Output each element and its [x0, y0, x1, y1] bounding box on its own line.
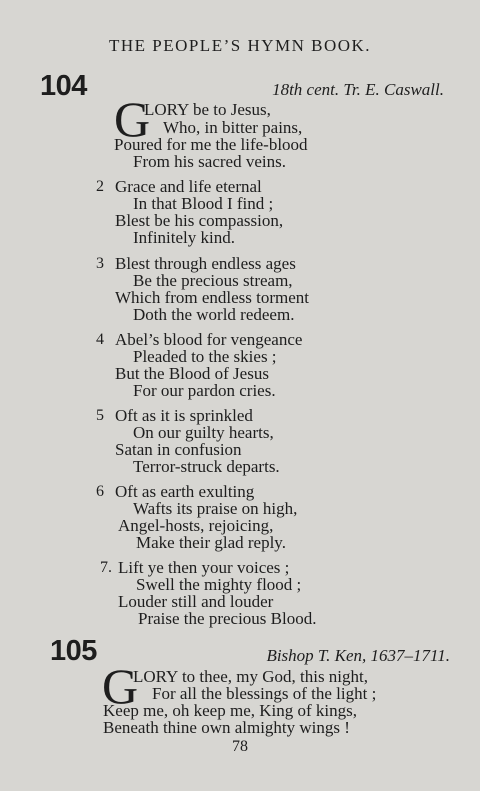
verse-line: But the Blood of Jesus — [115, 364, 269, 383]
verse-line: From his sacred veins. — [133, 152, 286, 171]
verse-line: Oft as it is sprinkled — [115, 406, 253, 425]
hymn-attribution-104: 18th cent. Tr. E. Caswall. — [272, 80, 444, 99]
verse-line: Which from endless torment — [115, 288, 310, 307]
running-head: THE PEOPLE’S HYMN BOOK. — [108, 36, 372, 55]
verse-number: 4 — [96, 331, 104, 348]
verse-line: Make their glad reply. — [136, 533, 286, 552]
verse-line: Louder still and louder — [118, 592, 274, 611]
verse-line: On our guilty hearts, — [133, 423, 274, 442]
verse-number: 6 — [96, 483, 104, 500]
drop-cap-105: G — [102, 658, 139, 714]
verse-line: Oft as earth exulting — [115, 482, 255, 501]
hymn-number-104: 104 — [40, 70, 87, 102]
verse-line: Lift ye then your voices ; — [118, 558, 290, 577]
verse-line: Infinitely kind. — [133, 228, 235, 247]
verse-line: In that Blood I find ; — [133, 194, 274, 213]
verse-line: Swell the mighty flood ; — [136, 575, 302, 594]
hymn-number-105: 105 — [50, 635, 97, 667]
hymn-attribution-105: Bishop T. Ken, 1637–1711. — [266, 646, 450, 665]
verse-line: Keep me, oh keep me, King of kings, — [103, 701, 357, 720]
verse-number: 2 — [96, 178, 104, 195]
verse-line: Beneath thine own almighty wings ! — [103, 718, 350, 737]
verse-line: Who, in bitter pains, — [163, 118, 303, 137]
drop-cap-104: G — [114, 91, 151, 147]
verse-line: Poured for me the life-blood — [114, 135, 308, 154]
verse-line: LORY be to Jesus, — [144, 100, 271, 119]
verse-line: Pleaded to the skies ; — [133, 347, 277, 366]
verse-line: Angel-hosts, rejoicing, — [118, 516, 274, 535]
verse-line: Be the precious stream, — [133, 271, 293, 290]
verse-line: Wafts its praise on high, — [133, 499, 298, 518]
verse-number: 5 — [96, 407, 104, 424]
verse-line: Doth the world redeem. — [133, 305, 295, 324]
verse-line: Grace and life eternal — [115, 177, 262, 196]
verse-line: Satan in confusion — [115, 440, 242, 459]
verse-line: For our pardon cries. — [133, 381, 276, 400]
verse-line: Terror-struck departs. — [133, 457, 280, 476]
page-number: 78 — [232, 738, 248, 755]
verse-line: Blest be his compassion, — [115, 211, 284, 230]
verse-number: 3 — [96, 255, 104, 272]
verse-line: LORY to thee, my God, this night, — [133, 667, 369, 686]
verse-number: 7. — [100, 559, 112, 576]
verse-line: Abel’s blood for vengeance — [115, 330, 303, 349]
verse-line: Praise the precious Blood. — [138, 609, 317, 628]
verse-line: For all the blessings of the light ; — [152, 684, 377, 703]
verse-line: Blest through endless ages — [115, 254, 296, 273]
